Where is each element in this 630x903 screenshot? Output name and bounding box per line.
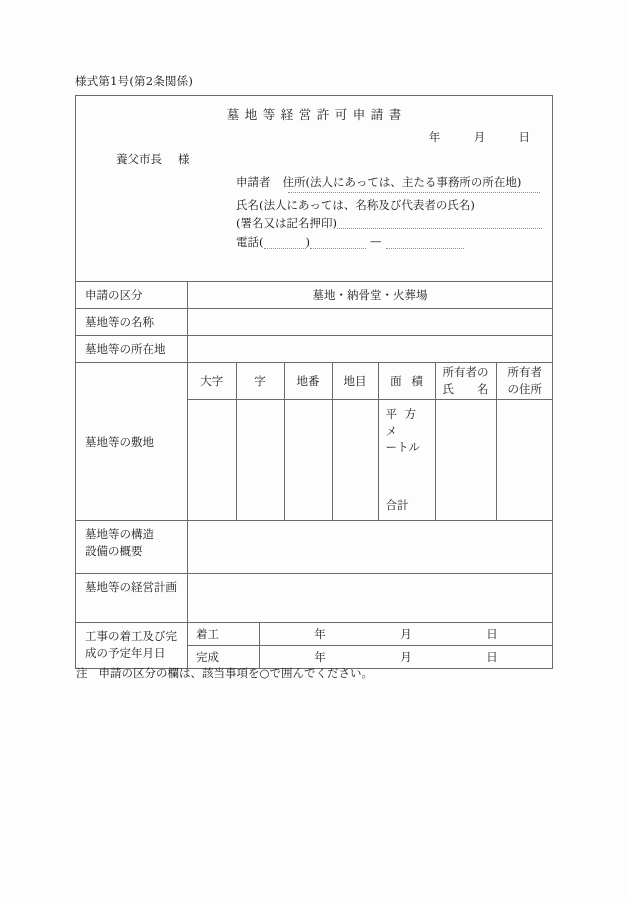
applicant-block (236, 174, 542, 252)
owner-name-line1: 所有者の (442, 365, 489, 380)
applicant-signature-row[interactable] (236, 215, 542, 233)
owner-address-line2: の住所 (507, 382, 542, 396)
applicant-telephone-row[interactable] (236, 233, 542, 252)
address-dotted-line[interactable] (288, 192, 540, 193)
land-col-owner-name (435, 363, 496, 400)
telephone-label: 電話 (236, 235, 259, 250)
site-label: 墓地等の敷地 (76, 363, 188, 521)
header-row (76, 96, 553, 282)
land-cell-oaza[interactable] (188, 400, 236, 521)
site-row (76, 363, 553, 521)
form-number: 様式第1号(第2条関係) (75, 74, 194, 88)
signature-label: (署名又は記名押印) (236, 215, 337, 230)
complete-year-label: 年 (314, 650, 326, 664)
land-col-lot-number: 地番 (284, 363, 332, 400)
land-col-area-label: 面 積 (390, 373, 426, 388)
applicant-label: 申請者 (236, 175, 271, 189)
structure-label-line2: 設備の概要 (85, 544, 143, 559)
addressee-name: 養父市長 (116, 152, 162, 166)
land-data-row (188, 400, 553, 521)
schedule-start-date[interactable] (260, 623, 553, 646)
owner-name-line2: 氏 名 (442, 382, 489, 396)
addressee-honorific: 様 (178, 152, 190, 166)
land-table (188, 363, 553, 520)
schedule-table (188, 623, 552, 668)
application-form-table (75, 95, 553, 669)
land-col-owner-address (496, 363, 553, 400)
applicant-name-label: 氏名(法人にあっては、名称及び代表者の氏名) (236, 197, 475, 212)
land-col-aza: 字 (236, 363, 284, 400)
complete-month-label: 月 (400, 650, 412, 664)
area-total-label: 合計 (385, 498, 409, 512)
footnote (76, 665, 373, 681)
schedule-row (76, 623, 553, 669)
schedule-label-line1: 工事の着工及び完 (85, 629, 177, 643)
telephone-number-field[interactable] (386, 248, 464, 249)
addressee (116, 151, 190, 167)
area-unit-line2: ートル (385, 440, 420, 455)
schedule-label (76, 623, 188, 669)
telephone-area-code-field[interactable] (264, 248, 306, 249)
land-cell-owner-address[interactable] (496, 400, 553, 521)
land-col-oaza: 大字 (188, 363, 236, 400)
application-type-row (76, 282, 553, 309)
complete-day-label: 日 (486, 650, 498, 664)
date-month-label: 月 (473, 130, 486, 144)
schedule-label-line2: 成の予定年月日 (85, 646, 166, 661)
plan-row (76, 574, 553, 623)
date-day-label: 日 (518, 130, 530, 144)
structure-input[interactable] (188, 521, 553, 574)
footnote-text: 申請の区分の欄は、該当事項を○で囲んでください。 (98, 666, 374, 680)
date-year-label: 年 (428, 130, 441, 144)
area-unit-line1: 平 方 メ (385, 407, 419, 438)
telephone-paren-open: ( (259, 235, 264, 250)
land-cell-area[interactable] (378, 400, 435, 521)
start-year-label: 年 (314, 627, 326, 641)
signature-dotted-line[interactable] (337, 228, 542, 229)
area-unit-label (386, 406, 430, 456)
telephone-dash: — (370, 234, 382, 249)
schedule-start-row (188, 623, 552, 646)
land-col-area (378, 363, 435, 400)
land-col-land-category: 地目 (332, 363, 378, 400)
date-line (429, 129, 530, 145)
land-cell-aza[interactable] (236, 400, 284, 521)
application-type-label: 申請の区分 (76, 282, 188, 309)
schedule-table-cell (188, 623, 553, 669)
plan-label: 墓地等の経営計画 (76, 574, 188, 623)
telephone-paren-close: ) (305, 235, 310, 250)
telephone-exchange-field[interactable] (310, 248, 366, 249)
land-header-row (188, 363, 553, 400)
facility-location-input[interactable] (188, 336, 553, 363)
facility-location-row (76, 336, 553, 363)
owner-address-line1: 所有者 (507, 365, 542, 380)
land-table-cell (188, 363, 553, 521)
applicant-address-row (236, 174, 542, 192)
facility-name-row (76, 309, 553, 336)
start-day-label: 日 (486, 627, 498, 641)
plan-input[interactable] (188, 574, 553, 623)
land-cell-lot-number[interactable] (284, 400, 332, 521)
schedule-complete-label: 完成 (188, 646, 260, 669)
header-cell (76, 96, 553, 282)
footnote-mark: 注 (76, 666, 88, 680)
application-type-value[interactable]: 墓地・納骨堂・火葬場 (188, 282, 553, 309)
land-cell-land-category[interactable] (332, 400, 378, 521)
land-cell-owner-name[interactable] (435, 400, 496, 521)
applicant-name-row (236, 197, 542, 215)
schedule-start-label: 着工 (188, 623, 260, 646)
facility-name-input[interactable] (188, 309, 553, 336)
facility-location-label: 墓地等の所在地 (76, 336, 188, 363)
structure-label (76, 521, 188, 574)
applicant-address-label: 住所(法人にあっては、主たる事務所の所在地) (282, 175, 522, 189)
start-month-label: 月 (400, 627, 412, 641)
facility-name-label: 墓地等の名称 (76, 309, 188, 336)
structure-row (76, 521, 553, 574)
page-title: 墓地等経営許可申請書 (226, 107, 407, 122)
structure-label-line1: 墓地等の構造 (85, 527, 154, 541)
